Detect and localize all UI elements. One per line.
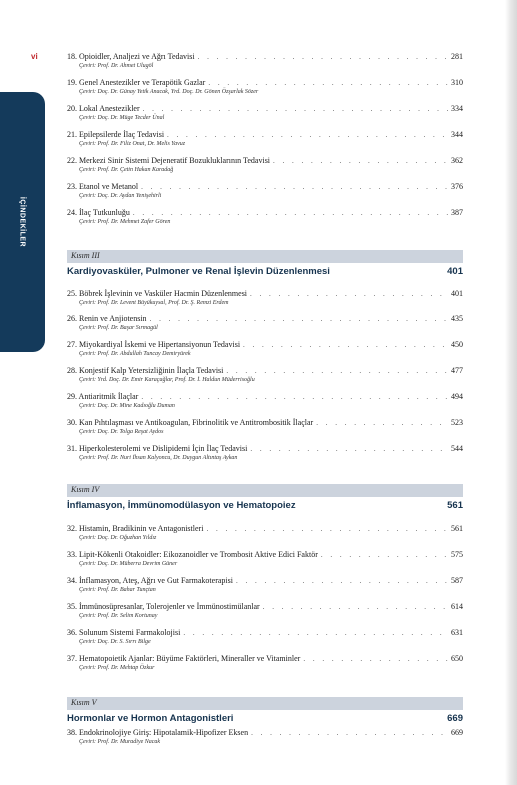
- toc-entry[interactable]: [67, 602, 463, 620]
- entry-translator: Çeviri: Doç. Dr. Günay Yetik Anacak, Yrd. Doç. Dr. Gönen Özşarlak Sözer: [79, 89, 259, 95]
- entry-translator: Çeviri: Prof. Dr. Ahmet Ulugöl: [79, 63, 154, 69]
- page-edge: [505, 0, 517, 785]
- entry-title: 23. Etanol ve Metanol: [67, 182, 139, 191]
- toc-entry[interactable]: [67, 78, 463, 96]
- part-band: [67, 697, 463, 710]
- leader-dots: [198, 52, 448, 62]
- entry-translator: Çeviri: Doç. Dr. Müberra Devrim Güner: [79, 561, 178, 567]
- toc-entry[interactable]: [67, 654, 463, 672]
- part-page: 401: [447, 266, 463, 277]
- entry-translator: Çeviri: Prof. Dr. Başar Sırmagül: [79, 325, 158, 331]
- toc-entry[interactable]: [67, 208, 463, 226]
- leader-dots: [243, 340, 448, 350]
- entry-translator: Çeviri: Prof. Dr. Mehtap Özkur: [79, 665, 155, 671]
- entry-translator: Çeviri: Prof. Dr. Bahar Tunçtan: [79, 587, 156, 593]
- part-label: Kısım IV: [71, 485, 100, 494]
- toc-entry[interactable]: [67, 340, 463, 358]
- part-page: 561: [447, 500, 463, 511]
- part-band: [67, 250, 463, 263]
- entry-page: 587: [451, 576, 463, 585]
- leader-dots: [150, 314, 448, 324]
- entry-translator: Çeviri: Prof. Dr. Nuri İhsan Kalyoncu, Dr. Duygun Altıntaş Aykan: [79, 455, 238, 461]
- entry-page: 650: [451, 654, 463, 663]
- leader-dots: [183, 628, 448, 638]
- entry-page: 450: [451, 340, 463, 349]
- toc-entry[interactable]: [67, 314, 463, 332]
- entry-page: 334: [451, 104, 463, 113]
- part-title-text: Kardiyovasküler, Pulmoner ve Renal İşlevin Düzenlenmesi: [67, 266, 330, 277]
- entry-translator: Çeviri: Prof. Dr. Filiz Onat, Dr. Melis Yavuz: [79, 141, 186, 147]
- leader-dots: [263, 602, 448, 612]
- leader-dots: [143, 104, 448, 114]
- entry-translator: Çeviri: Doç. Dr. Müge Tecder Ünal: [79, 115, 165, 121]
- entry-title: 35. İmmünosüpresanlar, Tolerojenler ve İmmünostimülanlar: [67, 602, 260, 611]
- part-page: 669: [447, 713, 463, 724]
- entry-translator: Çeviri: Prof. Dr. Selim Kortunay: [79, 613, 158, 619]
- leader-dots: [236, 576, 448, 586]
- entry-translator: Çeviri: Prof. Dr. Abdullah Tuncay Demiryürek: [79, 351, 191, 357]
- entry-title: 22. Merkezi Sinir Sistemi Dejeneratif Bozukluklarının Tedavisi: [67, 156, 271, 165]
- toc-entry[interactable]: [67, 130, 463, 148]
- toc-entry[interactable]: [67, 289, 463, 307]
- entry-title: 21. Epilepsilerde İlaç Tedavisi: [67, 130, 165, 139]
- entry-page: 575: [451, 550, 463, 559]
- entry-title: 20. Lokal Anestezikler: [67, 104, 140, 113]
- entry-page: 362: [451, 156, 463, 165]
- leader-dots: [226, 366, 448, 376]
- toc-entry[interactable]: [67, 444, 463, 462]
- part-band: [67, 484, 463, 497]
- entry-page: 631: [451, 628, 463, 637]
- entry-page: 376: [451, 182, 463, 191]
- page-number: vi: [31, 52, 38, 61]
- entry-title: 24. İlaç Tutkunluğu: [67, 208, 130, 217]
- entry-page: 310: [451, 78, 463, 87]
- part-title[interactable]: [67, 266, 463, 277]
- entry-translator: Çeviri: Yrd. Doç. Dr. Emir Karaçağlar, Prof. Dr. İ. Haldun Müderrisoğlu: [79, 377, 255, 383]
- toc-entry[interactable]: [67, 524, 463, 542]
- leader-dots: [206, 524, 448, 534]
- leader-dots: [273, 156, 448, 166]
- entry-translator: Çeviri: Prof. Dr. Çetin Hakan Karadağ: [79, 167, 174, 173]
- entry-title: 31. Hiperkolesterolemi ve Dislipidemi İçin İlaç Tedavisi: [67, 444, 248, 453]
- entry-title: 29. Antiaritmik İlaçlar: [67, 392, 139, 401]
- entry-title: 33. Lipit-Kökenli Otakoidler: Eikozanoidler ve Trombosit Aktive Edici Faktör: [67, 550, 318, 559]
- toc-entry[interactable]: [67, 392, 463, 410]
- entry-title: 37. Hematopoietik Ajanlar: Büyüme Faktörleri, Mineraller ve Vitaminler: [67, 654, 301, 663]
- entry-translator: Çeviri: Doç. Dr. S. Sırrı Bilge: [79, 639, 151, 645]
- toc-entry[interactable]: [67, 628, 463, 646]
- toc-entry[interactable]: [67, 182, 463, 200]
- leader-dots: [250, 289, 448, 299]
- leader-dots: [250, 444, 448, 454]
- toc-entry[interactable]: [67, 52, 463, 70]
- toc-entry[interactable]: [67, 418, 463, 436]
- part-title-text: İnflamasyon, İmmünomodülasyon ve Hematopoiez: [67, 500, 296, 511]
- entry-translator: Çeviri: Prof. Dr. Mehmet Zafer Gören: [79, 219, 171, 225]
- toc-entry[interactable]: [67, 156, 463, 174]
- leader-dots: [303, 654, 448, 664]
- entry-translator: Çeviri: Prof. Dr. Muradiye Nacak: [79, 739, 161, 745]
- entry-title: 19. Genel Anestezikler ve Terapötik Gazlar: [67, 78, 206, 87]
- entry-title: 27. Miyokardiyal İskemi ve Hipertansiyonun Tedavisi: [67, 340, 241, 349]
- entry-page: 435: [451, 314, 463, 323]
- entry-page: 401: [451, 289, 463, 298]
- entry-page: 477: [451, 366, 463, 375]
- entry-title: 32. Histamin, Bradikinin ve Antagonistleri: [67, 524, 204, 533]
- side-tab-label: İÇİNDEKİLER: [18, 196, 26, 248]
- entry-title: 34. İnflamasyon, Ateş, Ağrı ve Gut Farmakoterapisi: [67, 576, 233, 585]
- entry-translator: Çeviri: Prof. Dr. Levent Büyükuysal, Prof. Dr. Ş. Remzi Erdem: [79, 300, 229, 306]
- part-title-text: Hormonlar ve Hormon Antagonistleri: [67, 713, 234, 724]
- entry-page: 523: [451, 418, 463, 427]
- entry-translator: Çeviri: Doç. Dr. Aydan Yenişehirli: [79, 193, 162, 199]
- entry-title: 30. Kan Pıhtılaşması ve Antikoagulan, Fibrinolitik ve Antitrombositik İlaçlar: [67, 418, 314, 427]
- entry-page: 544: [451, 444, 463, 453]
- leader-dots: [167, 130, 448, 140]
- entry-title: 38. Endokrinolojiye Giriş: Hipotalamik-Hipofizer Eksen: [67, 728, 249, 737]
- entry-page: 344: [451, 130, 463, 139]
- leader-dots: [141, 182, 448, 192]
- entry-page: 561: [451, 524, 463, 533]
- entry-page: 614: [451, 602, 463, 611]
- toc-entry[interactable]: [67, 104, 463, 122]
- entry-title: 36. Solunum Sistemi Farmakolojisi: [67, 628, 181, 637]
- part-title[interactable]: [67, 713, 463, 724]
- entry-translator: Çeviri: Doç. Dr. Tolga Reşat Aydos: [79, 429, 164, 435]
- entry-page: 387: [451, 208, 463, 217]
- entry-title: 26. Renin ve Anjiotensin: [67, 314, 147, 323]
- toc-entry[interactable]: [67, 366, 463, 384]
- toc-entry[interactable]: [67, 728, 463, 746]
- entry-page: 669: [451, 728, 463, 737]
- leader-dots: [208, 78, 448, 88]
- entry-translator: Çeviri: Doç. Dr. Oğuzhan Yıldız: [79, 535, 157, 541]
- leader-dots: [321, 550, 448, 560]
- leader-dots: [133, 208, 448, 218]
- part-label: Kısım V: [71, 698, 97, 707]
- toc-entry[interactable]: [67, 550, 463, 568]
- toc-entry[interactable]: [67, 576, 463, 594]
- entry-title: 18. Opioidler, Analjezi ve Ağrı Tedavisi: [67, 52, 195, 61]
- entry-page: 281: [451, 52, 463, 61]
- leader-dots: [251, 728, 448, 738]
- part-label: Kısım III: [71, 251, 100, 260]
- part-title[interactable]: [67, 500, 463, 511]
- entry-title: 28. Konjestif Kalp Yetersizliğinin İlaçla Tedavisi: [67, 366, 224, 375]
- leader-dots: [141, 392, 448, 402]
- entry-translator: Çeviri: Doç. Dr. Mine Kadıoğlu Duman: [79, 403, 175, 409]
- entry-page: 494: [451, 392, 463, 401]
- entry-title: 25. Böbrek İşlevinin ve Vasküler Hacmin Düzenlenmesi: [67, 289, 248, 298]
- leader-dots: [316, 418, 448, 428]
